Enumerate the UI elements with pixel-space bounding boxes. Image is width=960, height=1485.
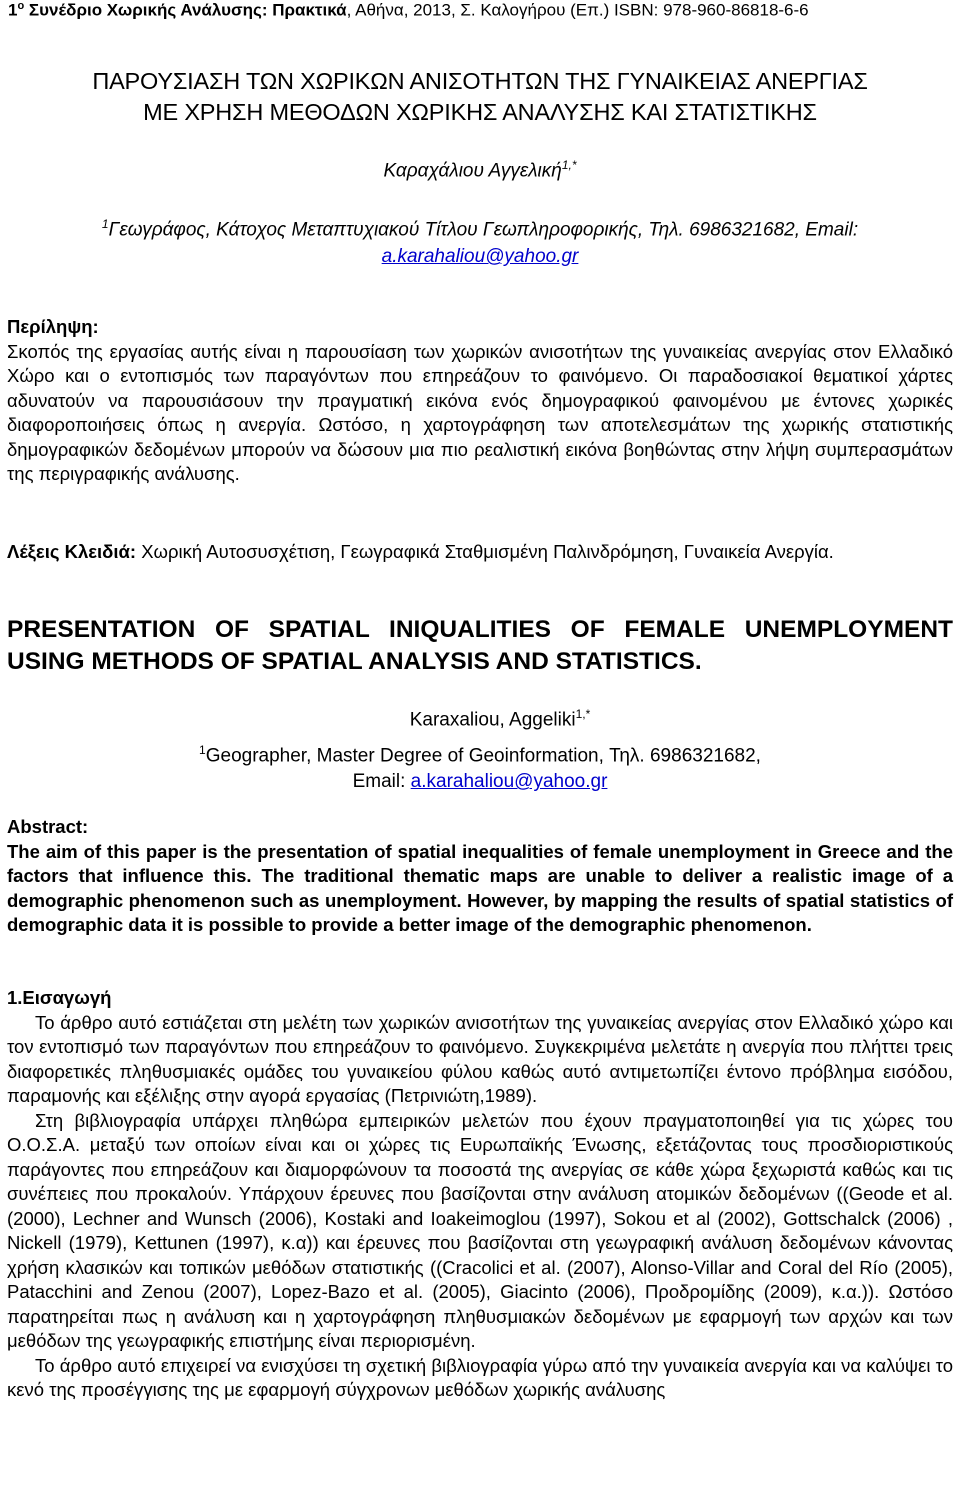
header-ordinal: ο — [17, 0, 25, 12]
affiliation-greek-sup: 1 — [101, 217, 109, 231]
conference-header — [8, 0, 809, 21]
abstract-greek-heading: Περίληψη: — [7, 316, 99, 337]
abstract-english — [7, 815, 953, 938]
affiliation-english-sup: 1 — [199, 743, 206, 757]
introduction-heading: 1.Εισαγωγή — [7, 987, 112, 1008]
header-number: 1 — [8, 0, 18, 20]
abstract-english-heading: Abstract: — [7, 816, 89, 837]
abstract-greek — [7, 315, 953, 487]
title-greek-line-1: ΠΑΡΟΥΣΙΑΣΗ ΤΩΝ ΧΩΡΙΚΩΝ ΑΝΙΣΟΤΗΤΩΝ ΤΗΣ ΓΥΝΑΙΚΕΙΑΣ ΑΝΕΡΓΙΑΣ — [92, 68, 868, 94]
author-english — [0, 707, 960, 731]
email-link-greek[interactable]: a.karahaliou@yahoo.gr — [381, 246, 579, 268]
author-english-name: Karaxaliou, Aggeliki — [409, 709, 576, 731]
introduction-paragraph-1: Το άρθρο αυτό εστιάζεται στη μελέτη των χωρικών ανισοτήτων της γυναικείας ανεργίας στον Ελλαδικό χώρο και τον εντοπισμό των παραγόντων που επηρεάζουν το φαινόμενο. Συγκεκριμένα μελετάτε η ανεργία που πλήττει τρεις διαφορετικές πληθυσμιακές ομάδες του γυναικείου φύλου καθώς αυτό αντιμετωπίζει έντονο πρόβλημα εισόδου, παραμονής και εξέλιξης στην αγορά εργασίας (Πετρινιώτη,1989). — [7, 1011, 953, 1106]
keywords-greek-body: Χωρική Αυτοσυσχέτιση, Γεωγραφικά Σταθμισμένη Παλινδρόμηση, Γυναικεία Ανεργία. — [136, 541, 834, 562]
introduction-paragraph-2: Στη βιβλιογραφία υπάρχει πληθώρα εμπειρικών μελετών που έχουν πραγματοποιηθεί για τις χώρες του Ο.Ο.Σ.Α. μεταξύ των οποίων είναι και οι χώρες τις Ευρωπαϊκής Ένωσης, εξετάζοντας τους προσδιοριστικούς παράγοντες που επηρεάζουν και διαμορφώνουν τα ποσοστά της ανεργίας σε κάθε χώρα ξεχωριστά καθώς και τις συνέπειες που προκαλούν. Υπάρχουν έρευνες που βασίζονται στην ανάλυση ατομικών δεδομένων ((Geode et al. (2000), Lechner and Wunsch (2006), Kostaki and Ioakeimoglou (1997), Sokou et al (2002), Gottschalck (2006) , Nickell (1979), Kettunen (1997), κ.α)) και έρευνες που βασίζονται στη γεωγραφική ανάλυση δεδομένων κάνοντας χρήση κλασικών και τοπικών μεθόδων στατιστικής ((Cracolici et al. (2007), Alonso-Villar and Coral del Río (2005), Patacchini and Zenou (2007), Lopez-Bazo et al. (2005), Giacinto (2006), Προδρομίδης (2009), κ.α.)). Ωστόσο παρατηρείται πως η ανάλυση και η χαρτογράφηση πληθυσμιακών δεδομένων με εφαρμογή των αρχών και των μεθόδων της γεωγραφικής επιστήμης είναι περιορισμένη. — [7, 1109, 953, 1351]
affiliation-english-text: Geographer, Master Degree of Geoinformation, Τηλ. 6986321682, — [205, 745, 761, 767]
paper-title-english: PRESENTATION OF SPATIAL INIQUALITIES OF FEMALE UNEMPLOYMENT USING METHODS OF SPATIAL ANALYSIS AND STATISTICS. — [7, 616, 953, 675]
introduction-section — [7, 986, 953, 1403]
author-greek-sup: 1,* — [561, 158, 577, 172]
header-conference-name: Συνέδριο Χωρικής Ανάλυσης: Πρακτικά — [24, 0, 347, 20]
email-link-english[interactable]: a.karahaliou@yahoo.gr — [410, 771, 608, 793]
author-english-sup: 1,* — [575, 707, 591, 721]
affiliation-greek-text: Γεωγράφος, Κάτοχος Μεταπτυχιακού Τίτλου Γεωπληροφορικής, Τηλ. 6986321682, Email: — [108, 219, 859, 241]
author-greek — [0, 158, 960, 182]
author-greek-name: Καραχάλιου Αγγελική — [383, 160, 562, 182]
header-publication-info: , Αθήνα, 2013, Σ. Καλογήρου (Επ.) ISBN: 978-960-86818-6-6 — [346, 0, 809, 20]
abstract-greek-body: Σκοπός της εργασίας αυτής είναι η παρουσίαση των χωρικών ανισοτήτων της γυναικείας ανεργίας στον Ελλαδικό Χώρο και ο εντοπισμός των παραγόντων που επηρεάζουν το φαινόμενο. Οι παραδοσιακοί θεματικοί χάρτες αδυνατούν να παρουσιάσουν την πραγματική εικόνα ενός δημογραφικού φαινομένου με έντονες χωρικές διαφοροποιήσεις όπως η ανεργία. Ωστόσο, η χαρτογράφηση των αποτελεσμάτων της χωρικής στατιστικής δημογραφικών δεδομένων μπορούν να δώσουν μια πιο ρεαλιστική εικόνα βοηθώντας στην λήψη συμπερασμάτων της περιγραφικής ανάλυσης. — [7, 340, 953, 484]
keywords-greek-heading: Λέξεις Κλειδιά: — [7, 541, 137, 562]
paper-title-greek — [0, 66, 960, 128]
title-greek-line-2: ΜΕ ΧΡΗΣΗ ΜΕΘΟΔΩΝ ΧΩΡΙΚΗΣ ΑΝΑΛΥΣΗΣ ΚΑΙ ΣΤΑΤΙΣΤΙΚΗΣ — [143, 99, 817, 125]
keywords-greek — [7, 540, 953, 565]
affiliation-greek — [0, 211, 960, 270]
abstract-english-body: The aim of this paper is the presentation of spatial inequalities of female unemployment in Greece and the factors that influence this. The traditional thematic maps are unable to deliver a realistic image of a demographic phenomenon such as unemployment. However, by mapping the results of spatial statistics of demographic data it is possible to provide a better image of the demographic phenomenon. — [7, 840, 953, 935]
affiliation-english — [0, 737, 960, 795]
introduction-paragraph-3: Το άρθρο αυτό επιχειρεί να ενισχύσει τη σχετική βιβλιογραφία γύρω από την γυναικεία ανεργία και να καλύψει το κενό της προσέγγισης της με εφαρμογή σύγχρονων μεθόδων χωρικής ανάλυσης — [7, 1354, 953, 1400]
email-label-english: Email: — [352, 771, 411, 793]
